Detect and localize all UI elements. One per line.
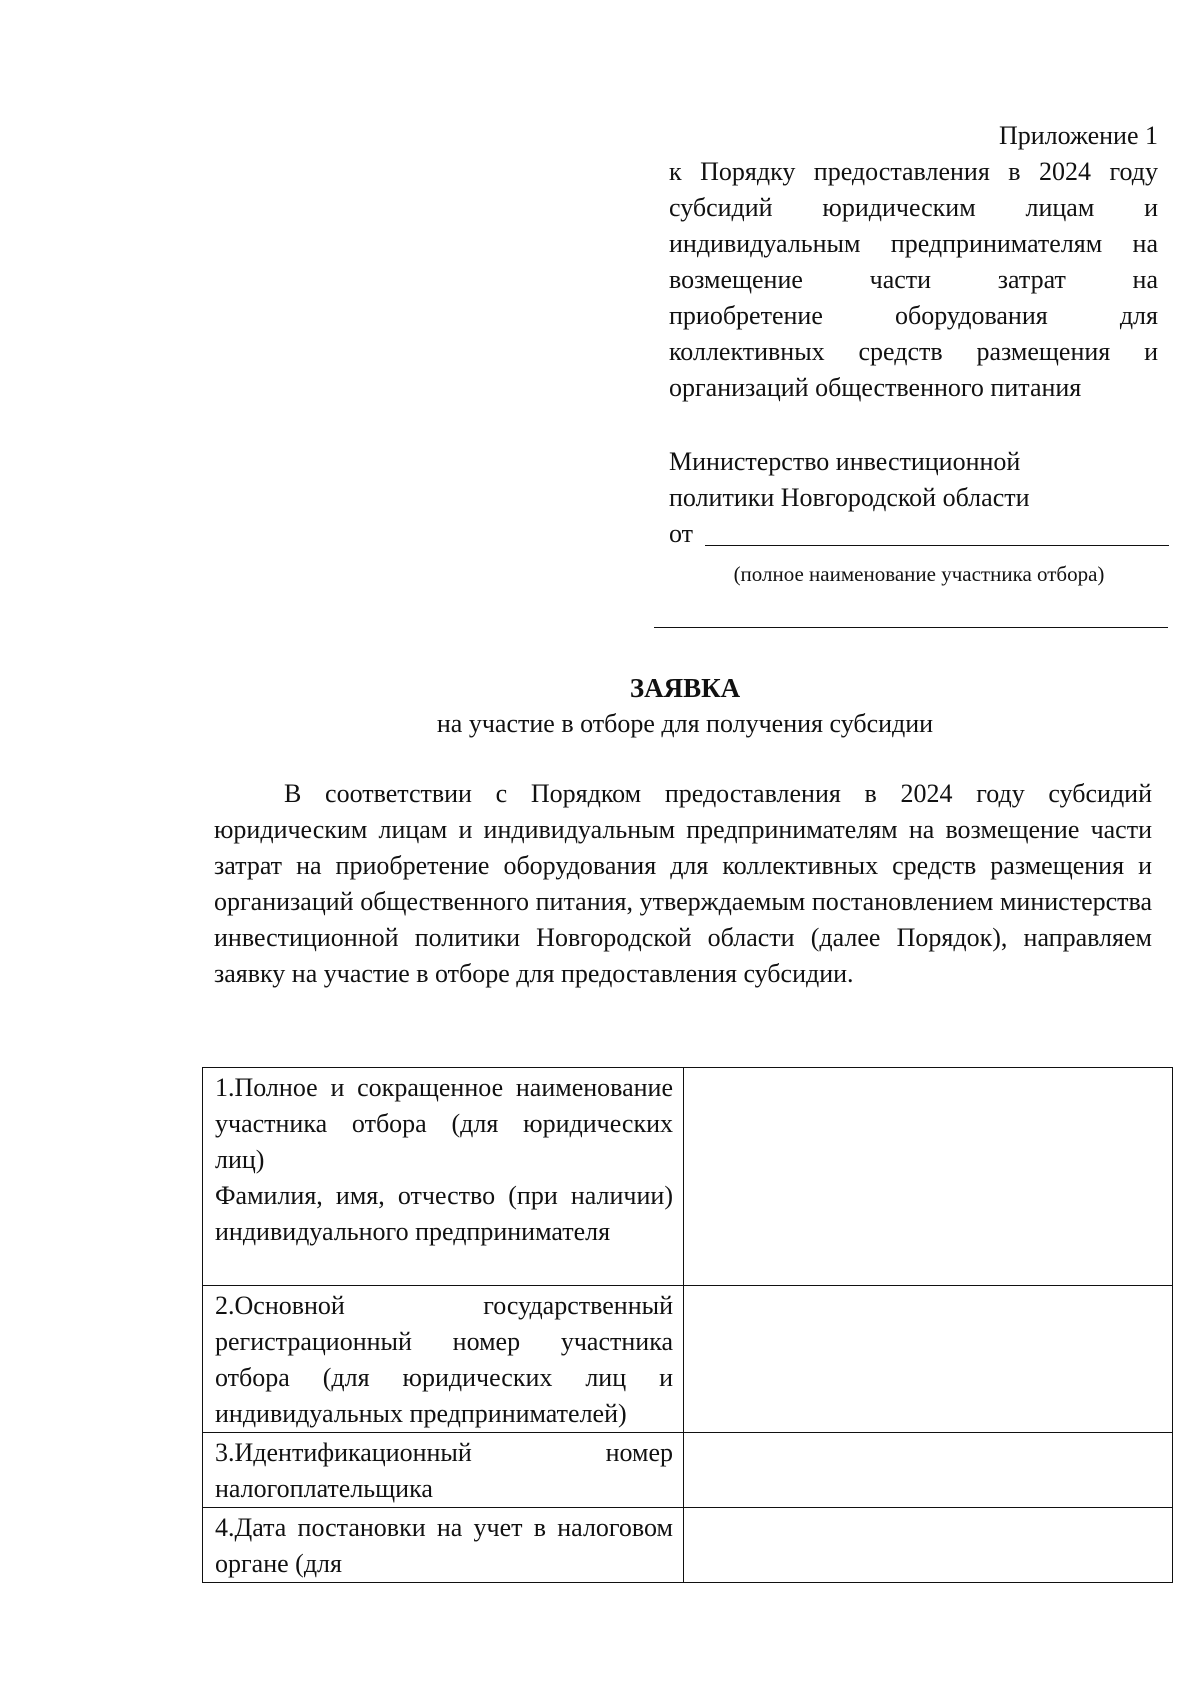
application-table <box>202 1067 1173 1583</box>
table-cell-label <box>203 1433 684 1508</box>
appendix-line: приобретение оборудования для <box>669 301 1158 330</box>
second-input-line[interactable] <box>654 627 1168 628</box>
table-row <box>203 1068 1173 1286</box>
cell-text: Фамилия, имя, отчество (при наличии) индивидуального предпринимателя <box>215 1181 673 1246</box>
intro-paragraph: В соответствии с Порядком предоставления в 2024 году субсидий юридическим лицам и индивидуальным предпринимателям на возмещение части затрат на приобретение оборудования для коллективных средств размещения и организаций общественного питания, утверждаемым постановлением министерства инвестиционной политики Новгородской области (далее Порядок), направляем заявку на участие в отборе для предоставления субсидии. <box>214 779 1152 988</box>
document-title: ЗАЯВКА <box>629 673 741 703</box>
cell-text: 2.Основной государственный регистрационный номер участника отбора (для юридических лиц и индивидуальных предпринимателей) <box>215 1291 673 1428</box>
appendix-line: возмещение части затрат на <box>669 265 1158 294</box>
document-subtitle: на участие в отборе для получения субсидии <box>436 709 934 738</box>
table-row <box>203 1508 1173 1583</box>
appendix-line: к Порядку предоставления в 2024 году <box>669 157 1158 186</box>
addressee-block <box>669 444 1169 552</box>
appendix-label: Приложение 1 <box>998 121 1158 150</box>
appendix-line: субсидий юридическим лицам и <box>669 193 1158 222</box>
table-row <box>203 1286 1173 1433</box>
appendix-line: коллективных средств размещения и <box>669 337 1158 366</box>
addressee-line: политики Новгородской области <box>669 483 1030 512</box>
table-cell-label <box>203 1068 684 1286</box>
cell-text: 1.Полное и сокращенное наименование участника отбора (для юридических лиц) <box>215 1073 673 1174</box>
addressee-line: Министерство инвестиционной <box>669 447 1021 476</box>
cell-text: 3.Идентификационный номер налогоплательщика <box>215 1438 673 1503</box>
table-row <box>203 1433 1173 1508</box>
appendix-line: организаций общественного питания <box>669 373 1082 402</box>
table-cell-label <box>203 1508 684 1583</box>
from-row <box>669 516 1169 552</box>
from-input-line[interactable] <box>705 519 1169 546</box>
from-prefix: от <box>669 519 694 548</box>
table-cell-value[interactable] <box>684 1286 1173 1433</box>
appendix-block <box>669 118 1158 406</box>
table-cell-value[interactable] <box>684 1433 1173 1508</box>
appendix-line: индивидуальным предпринимателям на <box>669 229 1158 258</box>
cell-text: 4.Дата постановки на учет в налоговом органе (для <box>215 1513 673 1578</box>
from-hint: (полное наименование участника отбора) <box>733 562 1105 586</box>
table-cell-value[interactable] <box>684 1068 1173 1286</box>
table-cell-label <box>203 1286 684 1433</box>
table-cell-value[interactable] <box>684 1508 1173 1583</box>
